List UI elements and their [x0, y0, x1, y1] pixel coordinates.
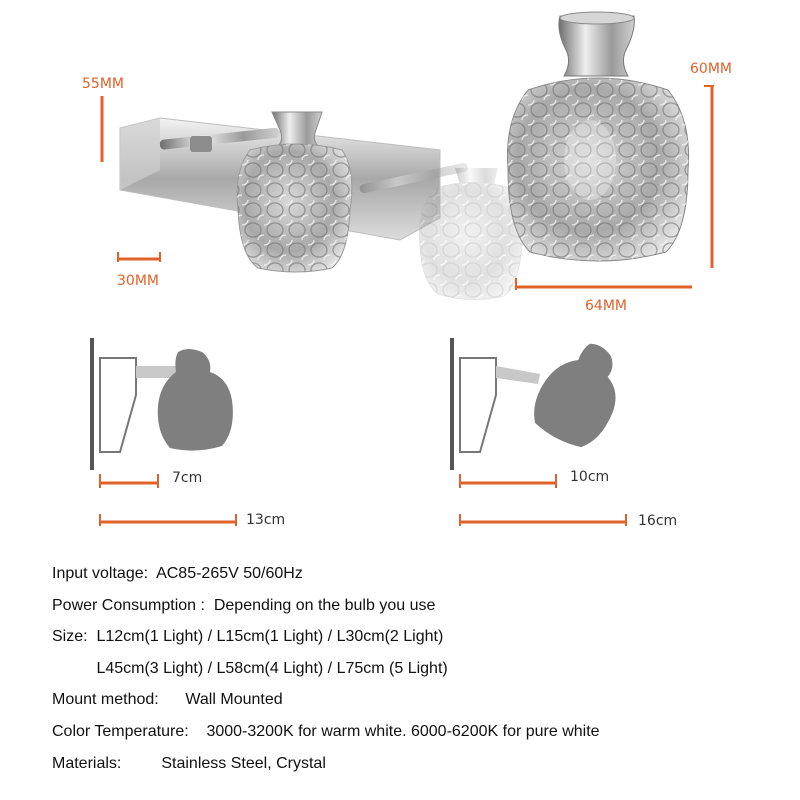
side-view-2	[452, 331, 639, 526]
side-view-1	[92, 338, 236, 526]
spec-size-continued: L45cm(3 Light) / L58cm(4 Light) / L75cm (5 Light)	[52, 660, 448, 677]
spec-input-voltage: Input voltage: AC85-265V 50/60Hz	[52, 565, 303, 582]
dim-marker-64mm	[516, 278, 692, 290]
dim-label-64mm: 64MM	[585, 298, 627, 314]
dim-label-55mm: 55MM	[82, 76, 124, 92]
dim-label-16cm: 16cm	[638, 513, 678, 529]
spec-color-temperature: Color Temperature: 3000-3200K for warm white. 6000-6200K for pure white	[52, 723, 600, 740]
dim-label-13cm: 13cm	[246, 512, 286, 528]
dim-marker-30mm	[118, 252, 160, 262]
dim-marker-60mm	[704, 86, 714, 268]
dim-label-10cm: 10cm	[570, 469, 610, 485]
crystal-shade-large	[507, 12, 688, 261]
spec-power-consumption: Power Consumption : Depending on the bulb you use	[52, 597, 436, 614]
dim-label-7cm: 7cm	[172, 470, 203, 486]
dim-label-30mm: 30MM	[117, 273, 159, 289]
spec-mount-method: Mount method: Wall Mounted	[52, 691, 283, 708]
spec-materials: Materials: Stainless Steel, Crystal	[52, 755, 326, 772]
dim-label-60mm: 60MM	[690, 61, 732, 77]
spec-size: Size: L12cm(1 Light) / L15cm(1 Light) / L30cm(2 Light)	[52, 628, 444, 645]
